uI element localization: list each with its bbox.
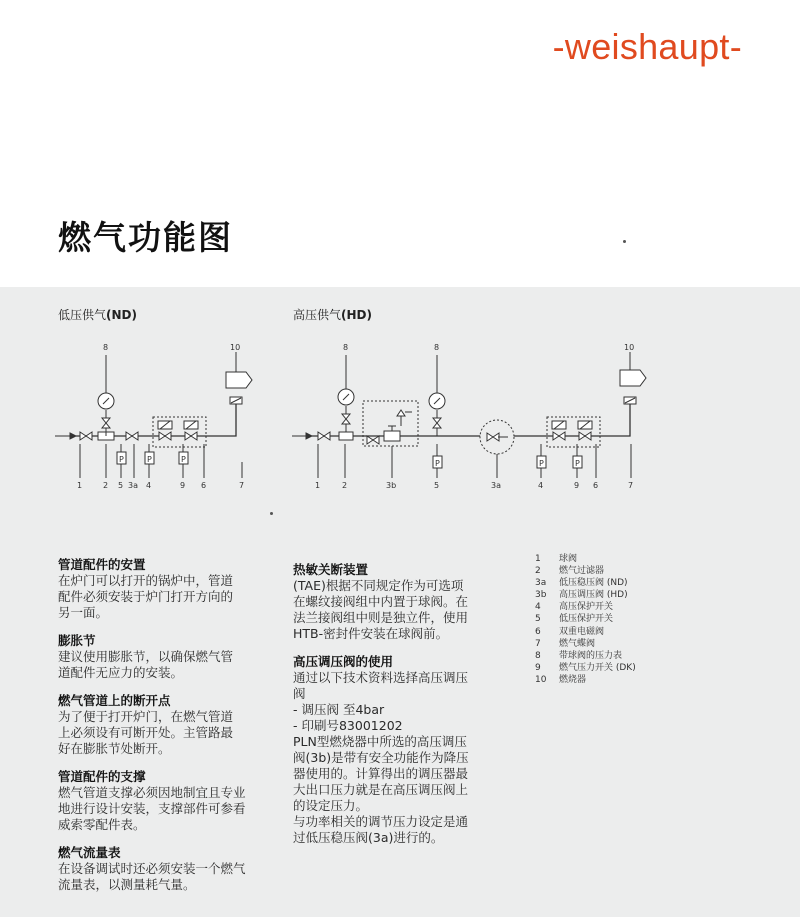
text-line: 地进行设计安装，支撑部件可参看 — [58, 801, 246, 816]
text-line: 建议使用膨胀节，以确保燃气管 — [58, 649, 234, 664]
legend-num: 1 — [535, 554, 541, 564]
text-line: PLN型燃烧器中所选的高压调压 — [293, 734, 467, 749]
nd-num-1: 1 — [77, 481, 83, 490]
text-line: 的设定压力。 — [293, 798, 369, 813]
legend-num: 2 — [535, 566, 541, 577]
legend-row — [535, 589, 636, 601]
legend-text: 球阀 — [559, 554, 578, 564]
text-line: 流量表，以测量耗气量。 — [58, 877, 196, 892]
hd-num-10: 10 — [624, 343, 635, 352]
legend-text: 双重电磁阀 — [559, 626, 605, 637]
section-heading: 管道配件的安置 — [58, 557, 146, 572]
component-legend — [535, 553, 636, 686]
hd-num-6: 6 — [593, 481, 599, 490]
hd-num-2: 2 — [342, 481, 348, 490]
text-line: 道配件无应力的安装。 — [58, 665, 184, 680]
legend-row — [535, 613, 636, 625]
text-line: 阀 — [293, 686, 306, 701]
section-heading: 燃气管道上的断开点 — [58, 693, 171, 708]
text-line: HTB-密封件安装在球阀前。 — [293, 626, 449, 641]
section-heading: 燃气流量表 — [58, 845, 121, 860]
legend-text: 燃气过滤器 — [559, 566, 605, 577]
legend-text: 高压保护开关 — [559, 602, 614, 613]
hd-p-mark-9: P — [575, 459, 580, 468]
hd-num-4: 4 — [538, 481, 544, 490]
diagram-nd-label-suffix: (ND) — [106, 308, 137, 322]
diagram-hd-label-suffix: (HD) — [341, 308, 372, 322]
hd-num-9: 9 — [574, 481, 580, 490]
hd-num-8b: 8 — [434, 343, 440, 352]
weishaupt-logo: -weishaupt- — [552, 26, 742, 67]
hd-num-8a: 8 — [343, 343, 349, 352]
legend-num: 7 — [535, 638, 541, 649]
text-line: 燃气管道支撑必须因地制宜且专业 — [58, 785, 246, 800]
nd-num-6: 6 — [201, 481, 207, 490]
middle-text-column — [293, 550, 508, 857]
text-line: - 印刷号83001202 — [293, 718, 403, 733]
text-line: 在螺纹接阀组中内置于球阀。在 — [293, 594, 469, 609]
legend-num: 10 — [535, 674, 547, 685]
hd-num-5: 5 — [434, 481, 440, 490]
hd-train — [292, 352, 646, 478]
legend-num: 3a — [535, 578, 547, 589]
text-line: 在炉门可以打开的锅炉中，管道 — [58, 573, 234, 588]
legend-text: 燃气压力开关 (DK) — [559, 662, 636, 673]
nd-p-mark-9: P — [181, 455, 186, 464]
legend-num: 5 — [535, 614, 541, 625]
legend-num: 9 — [535, 662, 541, 673]
legend-text: 燃烧器 — [559, 674, 587, 685]
scan-speck — [270, 512, 273, 515]
diagram-nd-label-prefix: 低压供气 — [58, 308, 107, 322]
text-line: 大出口压力就是在高压调压阀上 — [293, 782, 469, 797]
text-line: 法兰接阀组中则是独立件，使用 — [293, 610, 469, 625]
text-line: 器使用的。计算得出的调压器最 — [293, 766, 469, 781]
text-line: 另一面。 — [58, 605, 109, 620]
nd-num-5: 5 — [118, 481, 124, 490]
legend-num: 4 — [535, 602, 541, 613]
text-line: 配件必须安装于炉门打开方向的 — [58, 589, 234, 604]
page-title: 燃气功能图 — [58, 218, 233, 257]
nd-p-mark-5: P — [119, 455, 124, 464]
section-heading: 高压调压阀的使用 — [293, 654, 394, 669]
legend-row — [535, 638, 636, 650]
text-line: 上必须设有可断开处。主管路最 — [58, 725, 234, 740]
nd-num-7: 7 — [239, 481, 245, 490]
legend-text: 高压调压阀 (HD) — [559, 590, 628, 601]
legend-row — [535, 601, 636, 613]
text-line: 好在膨胀节处断开。 — [58, 741, 171, 756]
text-line: 在设备调试时还必须安装一个燃气 — [58, 861, 246, 876]
nd-p-mark-4: P — [147, 455, 152, 464]
text-line: 阀(3b)是带有安全功能作为降压 — [293, 750, 469, 765]
legend-num: 3b — [535, 590, 547, 601]
text-line: 通过以下技术资料选择高压调压 — [293, 670, 469, 685]
nd-numbers — [77, 343, 244, 490]
diagram-hd-label-prefix: 高压供气 — [293, 308, 342, 322]
legend-text: 低压稳压阀 (ND) — [559, 578, 628, 589]
legend-row — [535, 553, 636, 565]
section-heading: 热敏关断装置 — [293, 562, 369, 577]
nd-train — [55, 352, 252, 478]
scan-speck — [623, 240, 626, 243]
legend-text: 低压保护开关 — [559, 614, 614, 625]
text-line: 威索零配件表。 — [58, 817, 146, 832]
nd-num-2: 2 — [103, 481, 109, 490]
legend-row — [535, 650, 636, 662]
text-line: 过低压稳压阀(3a)进行的。 — [293, 830, 444, 845]
hd-p-mark-4: P — [539, 459, 544, 468]
legend-row — [535, 662, 636, 674]
nd-num-10: 10 — [230, 343, 241, 352]
nd-num-3a: 3a — [128, 481, 138, 490]
hd-num-3b: 3b — [386, 481, 397, 490]
legend-row — [535, 674, 636, 686]
hd-num-1: 1 — [315, 481, 321, 490]
section-heading: 膨胀节 — [58, 633, 96, 648]
nd-num-8: 8 — [103, 343, 109, 352]
legend-text: 带球阀的压力表 — [559, 650, 623, 661]
nd-num-9: 9 — [180, 481, 186, 490]
hd-num-7: 7 — [628, 481, 634, 490]
hd-p-mark-5: P — [435, 459, 440, 468]
section-heading: 管道配件的支撑 — [58, 769, 146, 784]
legend-row — [535, 577, 636, 589]
text-line: - 调压阀 至4bar — [293, 702, 385, 717]
legend-row — [535, 626, 636, 638]
hd-num-3a: 3a — [491, 481, 501, 490]
nd-num-4: 4 — [146, 481, 152, 490]
legend-num: 6 — [535, 626, 541, 637]
text-line: (TAE)根据不同规定作为可选项 — [293, 578, 464, 593]
legend-num: 8 — [535, 650, 541, 661]
text-line: 与功率相关的调节压力设定是通 — [293, 814, 469, 829]
text-line: 为了便于打开炉门，在燃气管道 — [58, 709, 234, 724]
legend-row — [535, 565, 636, 577]
gas-train-schematic — [0, 287, 800, 527]
left-text-column — [58, 545, 273, 904]
legend-text: 燃气蝶阀 — [559, 638, 596, 649]
